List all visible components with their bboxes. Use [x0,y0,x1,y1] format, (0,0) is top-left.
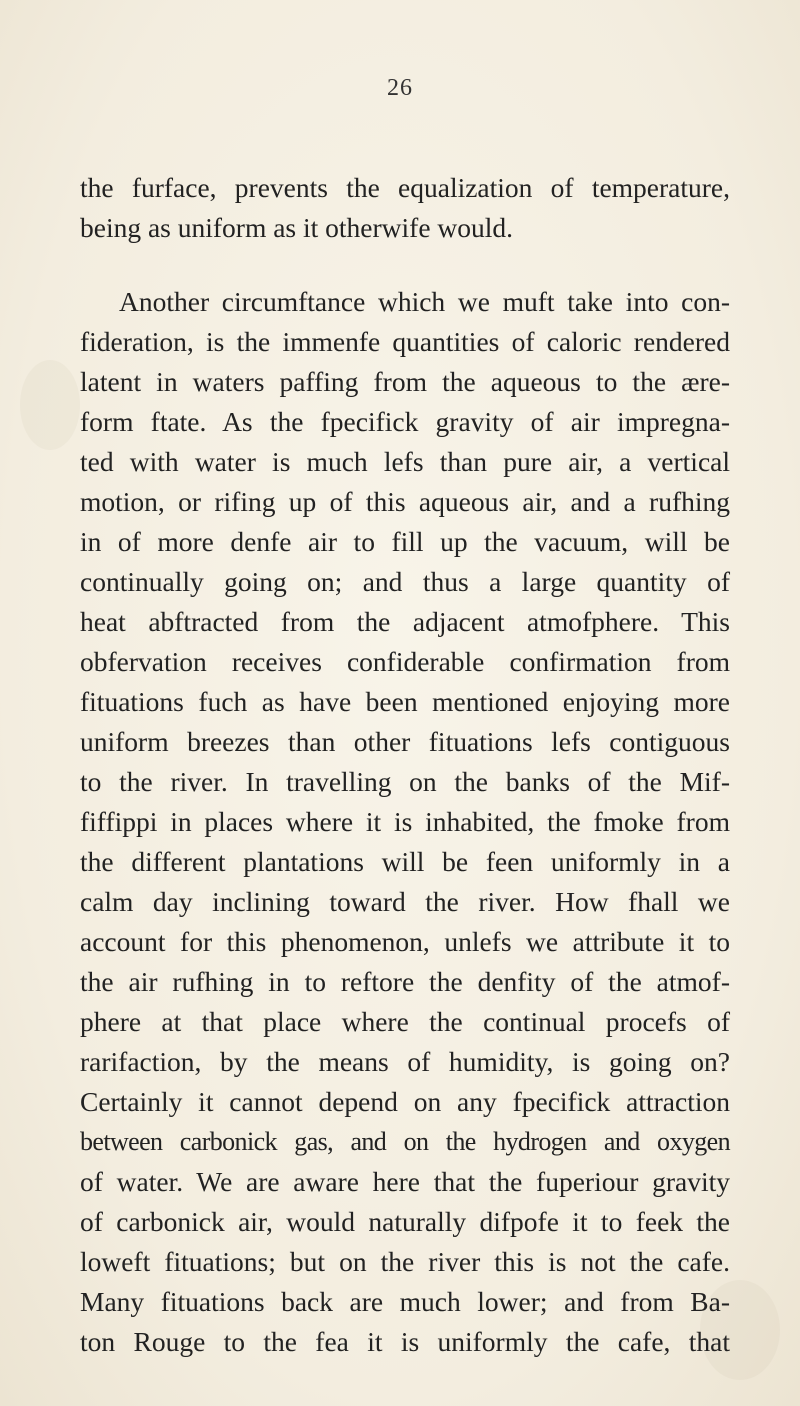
text-line: to the river. In travelling on the banks of the Mif- [80,766,730,797]
text-line: fituations fuch as have been mentioned enjoying more [80,686,730,717]
text-line: rarifaction, by the means of humidity, is going on? [80,1046,730,1077]
text-line: obfervation receives confiderable confirmation from [80,646,730,677]
text-line: latent in waters paffing from the aqueous to the ære- [80,366,730,397]
text-line: Certainly it cannot depend on any fpecifick attraction [80,1086,730,1117]
text-line: the different plantations will be feen uniformly in a [80,846,730,877]
text-line: continually going on; and thus a large quantity of [80,566,730,597]
paper-stain [20,360,80,450]
text-line: uniform breezes than other fituations lefs contiguous [80,726,730,757]
text-line: fiffippi in places where it is inhabited, the fmoke from [80,806,730,837]
text-line: Many fituations back are much lower; and from Ba- [80,1286,730,1317]
text-line: in of more denfe air to fill up the vacuum, will be [80,526,730,557]
text-line: loweft fituations; but on the river this is not the cafe. [80,1246,730,1277]
text-line: heat abftracted from the adjacent atmofphere. This [80,606,730,637]
text-line: fideration, is the immenfe quantities of caloric rendered [80,326,730,357]
text-line: the furface, prevents the equalization of temperature, [80,172,730,203]
page-number: 26 [387,75,413,101]
text-line: Another circumftance which we muft take into con- [119,286,730,317]
text-line: phere at that place where the continual procefs of [80,1006,730,1037]
text-line: being as uniform as it otherwife would. [80,212,514,243]
text-line: of water. We are aware here that the fuperiour gravity [80,1166,730,1197]
text-line: ted with water is much lefs than pure air, a vertical [80,446,730,477]
text-line: between carbonick gas, and on the hydrogen and oxygen [80,1127,730,1156]
text-line: motion, or rifing up of this aqueous air, and a rufhing [80,486,730,517]
text-line: ton Rouge to the fea it is uniformly the cafe, that [80,1326,730,1357]
text-line: calm day inclining toward the river. How fhall we [80,886,730,917]
text-line: form ftate. As the fpecifick gravity of air impregna- [80,406,730,437]
text-line: the air rufhing in to reftore the denfity of the atmof- [80,966,730,997]
text-line: of carbonick air, would naturally difpofe it to feek the [80,1206,730,1237]
text-line: account for this phenomenon, unlefs we attribute it to [80,926,730,957]
